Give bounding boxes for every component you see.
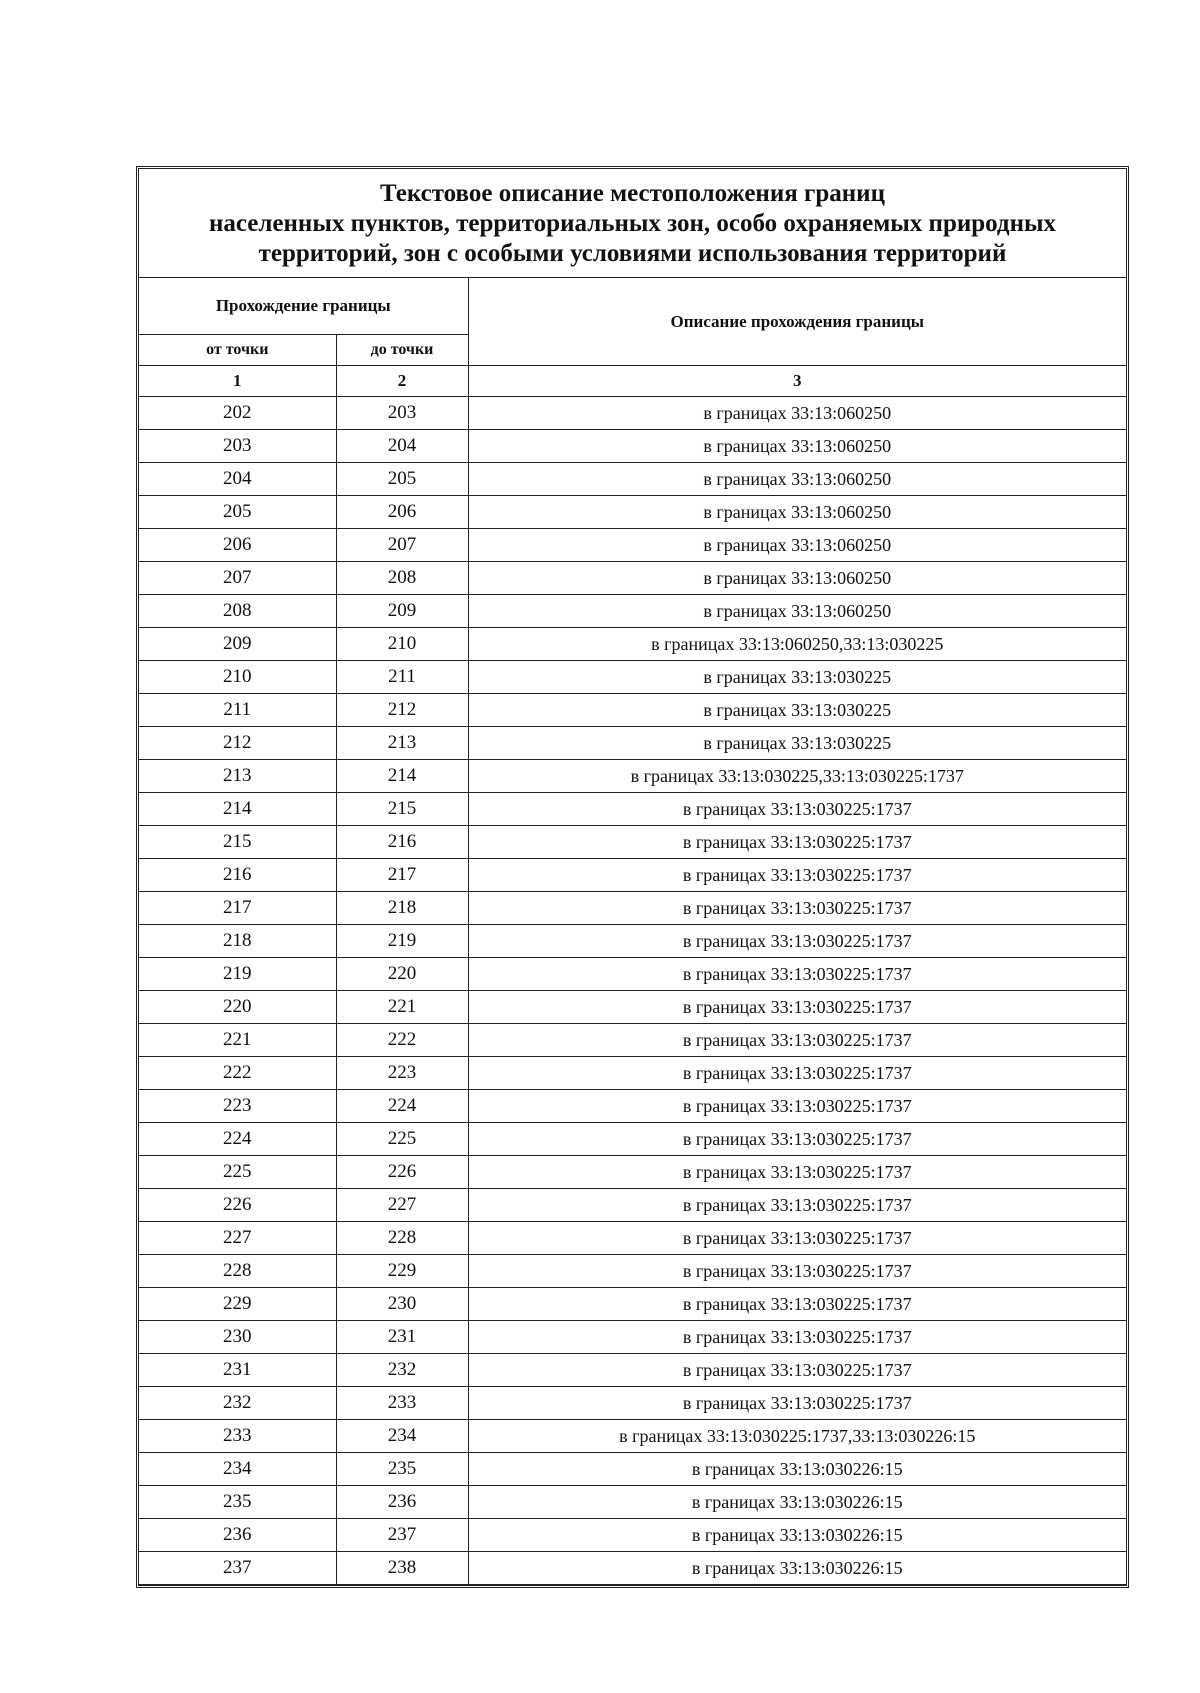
cell-from-point: 222	[139, 1057, 336, 1090]
title-line-1: Текстовое описание местоположения границ	[380, 180, 885, 207]
cell-description: в границах 33:13:030225:1737	[468, 1024, 1126, 1057]
cell-from-point: 217	[139, 892, 336, 925]
cell-from-point: 234	[139, 1453, 336, 1486]
table-row	[139, 1420, 1126, 1453]
cell-to-point: 221	[336, 991, 468, 1024]
cell-from-point: 220	[139, 991, 336, 1024]
table-body	[139, 397, 1126, 1585]
table-row	[139, 1552, 1126, 1585]
cell-from-point: 218	[139, 925, 336, 958]
cell-from-point: 237	[139, 1552, 336, 1585]
table-row	[139, 1123, 1126, 1156]
cell-description: в границах 33:13:060250	[468, 595, 1126, 628]
cell-from-point: 202	[139, 397, 336, 430]
cell-from-point: 213	[139, 760, 336, 793]
table-row	[139, 1156, 1126, 1189]
cell-from-point: 233	[139, 1420, 336, 1453]
cell-from-point: 224	[139, 1123, 336, 1156]
cell-to-point: 234	[336, 1420, 468, 1453]
table-row	[139, 496, 1126, 529]
cell-from-point: 230	[139, 1321, 336, 1354]
cell-description: в границах 33:13:030225:1737	[468, 793, 1126, 826]
cell-from-point: 214	[139, 793, 336, 826]
boundary-table	[139, 278, 1126, 1585]
cell-to-point: 205	[336, 463, 468, 496]
cell-description: в границах 33:13:030225:1737	[468, 958, 1126, 991]
cell-description: в границах 33:13:030225,33:13:030225:1737	[468, 760, 1126, 793]
table-row	[139, 826, 1126, 859]
cell-description: в границах 33:13:060250	[468, 529, 1126, 562]
cell-to-point: 207	[336, 529, 468, 562]
table-row	[139, 1387, 1126, 1420]
cell-from-point: 212	[139, 727, 336, 760]
cell-description: в границах 33:13:030226:15	[468, 1486, 1126, 1519]
cell-to-point: 238	[336, 1552, 468, 1585]
table-row	[139, 1189, 1126, 1222]
cell-description: в границах 33:13:030226:15	[468, 1552, 1126, 1585]
cell-to-point: 235	[336, 1453, 468, 1486]
cell-to-point: 212	[336, 694, 468, 727]
table-row	[139, 463, 1126, 496]
title-line-3: территорий, зон с особыми условиями использования территорий	[258, 240, 1007, 267]
cell-from-point: 226	[139, 1189, 336, 1222]
table-row	[139, 760, 1126, 793]
cell-from-point: 236	[139, 1519, 336, 1552]
cell-to-point: 204	[336, 430, 468, 463]
cell-description: в границах 33:13:030225:1737	[468, 1057, 1126, 1090]
cell-to-point: 231	[336, 1321, 468, 1354]
cell-description: в границах 33:13:030225:1737	[468, 892, 1126, 925]
table-row	[139, 991, 1126, 1024]
cell-to-point: 225	[336, 1123, 468, 1156]
cell-from-point: 225	[139, 1156, 336, 1189]
table-row	[139, 793, 1126, 826]
table-row	[139, 1321, 1126, 1354]
cell-to-point: 222	[336, 1024, 468, 1057]
cell-to-point: 232	[336, 1354, 468, 1387]
cell-description: в границах 33:13:060250	[468, 397, 1126, 430]
table-row	[139, 661, 1126, 694]
cell-description: в границах 33:13:030225	[468, 727, 1126, 760]
cell-description: в границах 33:13:030225:1737	[468, 1255, 1126, 1288]
header-passage: Прохождение границы	[139, 278, 468, 335]
table-row	[139, 562, 1126, 595]
table-row	[139, 397, 1126, 430]
cell-to-point: 229	[336, 1255, 468, 1288]
table-row	[139, 1222, 1126, 1255]
cell-from-point: 205	[139, 496, 336, 529]
table-row	[139, 1024, 1126, 1057]
cell-from-point: 229	[139, 1288, 336, 1321]
cell-from-point: 209	[139, 628, 336, 661]
cell-description: в границах 33:13:060250	[468, 430, 1126, 463]
cell-description: в границах 33:13:030225:1737	[468, 991, 1126, 1024]
cell-to-point: 208	[336, 562, 468, 595]
cell-to-point: 223	[336, 1057, 468, 1090]
table-row	[139, 1288, 1126, 1321]
cell-from-point: 228	[139, 1255, 336, 1288]
cell-to-point: 227	[336, 1189, 468, 1222]
cell-description: в границах 33:13:060250,33:13:030225	[468, 628, 1126, 661]
cell-description: в границах 33:13:030225:1737	[468, 1156, 1126, 1189]
title-line-2: населенных пунктов, территориальных зон, особо охраняемых природных	[208, 210, 1057, 237]
cell-description: в границах 33:13:060250	[468, 496, 1126, 529]
table-row	[139, 694, 1126, 727]
cell-description: в границах 33:13:030225:1737	[468, 826, 1126, 859]
cell-description: в границах 33:13:060250	[468, 562, 1126, 595]
cell-from-point: 235	[139, 1486, 336, 1519]
table-row	[139, 1057, 1126, 1090]
table-row	[139, 430, 1126, 463]
cell-to-point: 209	[336, 595, 468, 628]
header-index-2: 2	[336, 366, 468, 397]
cell-to-point: 237	[336, 1519, 468, 1552]
cell-to-point: 218	[336, 892, 468, 925]
cell-from-point: 210	[139, 661, 336, 694]
table-row	[139, 925, 1126, 958]
table-row	[139, 1519, 1126, 1552]
table-row	[139, 958, 1126, 991]
cell-description: в границах 33:13:030225	[468, 661, 1126, 694]
cell-to-point: 206	[336, 496, 468, 529]
header-index-1: 1	[139, 366, 336, 397]
cell-description: в границах 33:13:030225:1737	[468, 1387, 1126, 1420]
cell-to-point: 203	[336, 397, 468, 430]
cell-description: в границах 33:13:030225	[468, 694, 1126, 727]
cell-description: в границах 33:13:030225:1737	[468, 925, 1126, 958]
cell-description: в границах 33:13:030225:1737	[468, 1189, 1126, 1222]
cell-to-point: 236	[336, 1486, 468, 1519]
cell-description: в границах 33:13:030225:1737	[468, 1222, 1126, 1255]
table-row	[139, 1453, 1126, 1486]
table-row	[139, 1090, 1126, 1123]
table-row	[139, 529, 1126, 562]
cell-description: в границах 33:13:030225:1737,33:13:030226:15	[468, 1420, 1126, 1453]
cell-from-point: 221	[139, 1024, 336, 1057]
cell-to-point: 216	[336, 826, 468, 859]
cell-from-point: 208	[139, 595, 336, 628]
cell-from-point: 227	[139, 1222, 336, 1255]
table-row	[139, 727, 1126, 760]
cell-to-point: 220	[336, 958, 468, 991]
cell-to-point: 213	[336, 727, 468, 760]
table-row	[139, 628, 1126, 661]
table-row	[139, 1255, 1126, 1288]
boundary-description-table-frame	[136, 166, 1129, 1588]
cell-from-point: 207	[139, 562, 336, 595]
cell-to-point: 210	[336, 628, 468, 661]
cell-description: в границах 33:13:030225:1737	[468, 1354, 1126, 1387]
cell-description: в границах 33:13:030225:1737	[468, 1321, 1126, 1354]
cell-to-point: 230	[336, 1288, 468, 1321]
cell-description: в границах 33:13:030225:1737	[468, 1123, 1126, 1156]
table-header	[139, 278, 1126, 397]
document-title	[139, 169, 1126, 278]
table-row	[139, 1486, 1126, 1519]
cell-to-point: 226	[336, 1156, 468, 1189]
header-index-3: 3	[468, 366, 1126, 397]
cell-to-point: 219	[336, 925, 468, 958]
cell-to-point: 233	[336, 1387, 468, 1420]
table-row	[139, 892, 1126, 925]
header-to-point: до точки	[336, 335, 468, 366]
cell-from-point: 206	[139, 529, 336, 562]
cell-to-point: 228	[336, 1222, 468, 1255]
table-row	[139, 595, 1126, 628]
table-row	[139, 1354, 1126, 1387]
cell-to-point: 214	[336, 760, 468, 793]
cell-from-point: 232	[139, 1387, 336, 1420]
cell-from-point: 231	[139, 1354, 336, 1387]
cell-description: в границах 33:13:030226:15	[468, 1519, 1126, 1552]
cell-description: в границах 33:13:030226:15	[468, 1453, 1126, 1486]
cell-description: в границах 33:13:030225:1737	[468, 859, 1126, 892]
cell-from-point: 204	[139, 463, 336, 496]
cell-to-point: 211	[336, 661, 468, 694]
cell-from-point: 215	[139, 826, 336, 859]
cell-description: в границах 33:13:030225:1737	[468, 1288, 1126, 1321]
cell-to-point: 215	[336, 793, 468, 826]
cell-from-point: 211	[139, 694, 336, 727]
cell-from-point: 216	[139, 859, 336, 892]
table-row	[139, 859, 1126, 892]
cell-from-point: 219	[139, 958, 336, 991]
cell-to-point: 224	[336, 1090, 468, 1123]
cell-description: в границах 33:13:030225:1737	[468, 1090, 1126, 1123]
cell-description: в границах 33:13:060250	[468, 463, 1126, 496]
cell-from-point: 223	[139, 1090, 336, 1123]
cell-from-point: 203	[139, 430, 336, 463]
header-from-point: от точки	[139, 335, 336, 366]
cell-to-point: 217	[336, 859, 468, 892]
header-description: Описание прохождения границы	[468, 278, 1126, 366]
